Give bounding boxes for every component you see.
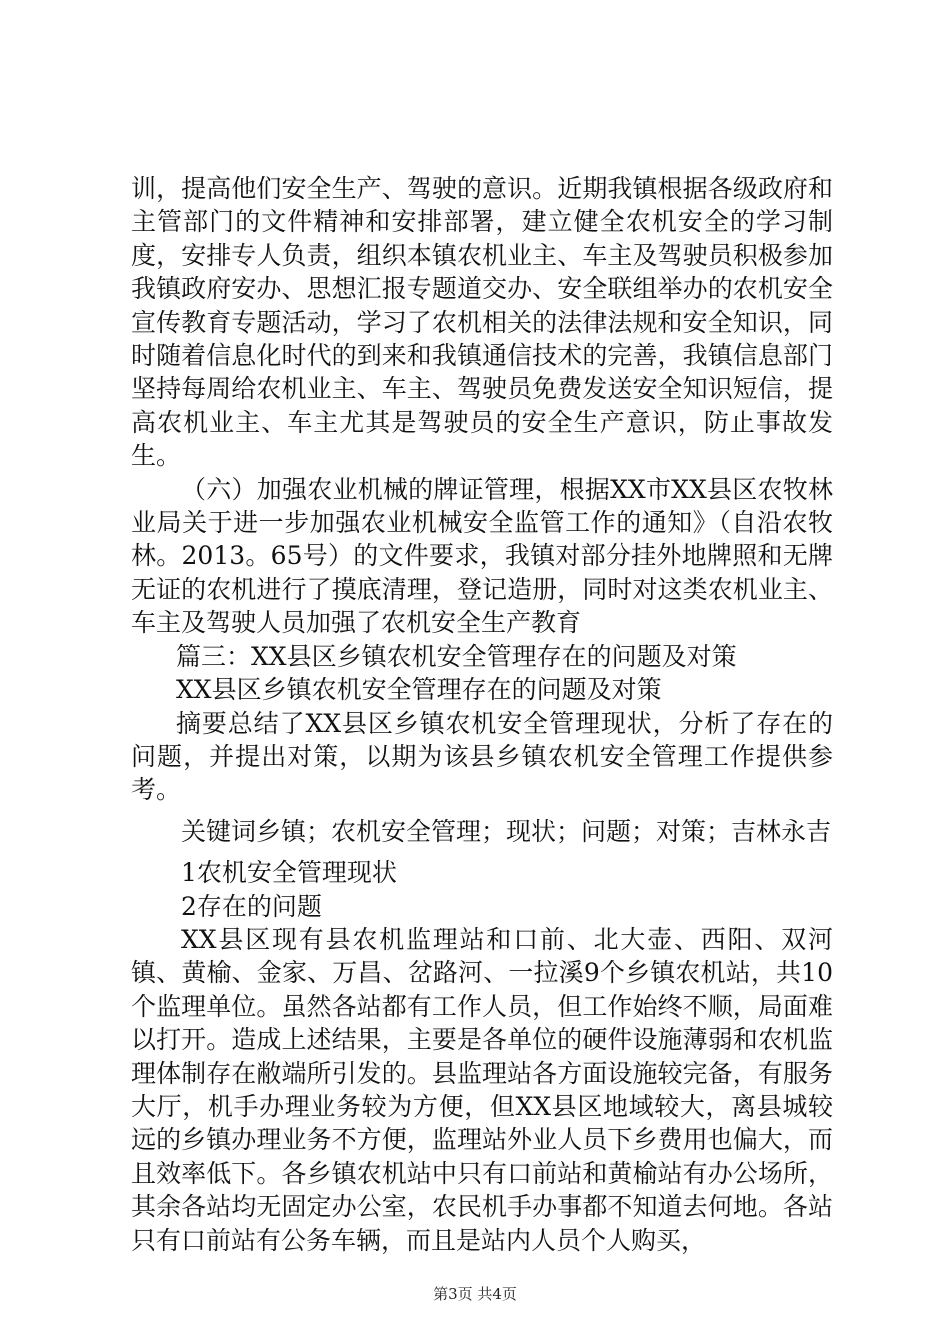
paragraph-problems-detail: XX县区现有县农机监理站和口前、北大壶、西阳、双河镇、黄榆、金家、万昌、岔路河、一拉溪9个乡镇农机站，共10个监理单位。虽然各站都有工作人员，但工作始终不顺，局面难以打开。造成上述结果，主要是各单位的硬件设施薄弱和农机监理体制存在敝端所引发的。县监理站各方面设施较完备，有服务大厅，机手办理业务较为方便，但XX县区地域较大，离县城较远的乡镇办理业务不方便，监理站外业人员下乡费用也偏大，而且效率低下。各乡镇农机站中只有口前站和黄榆站有办公场所，其余各站均无固定办公室，农民机手办事都不知道去何地。各站只有口前站有公务车辆，而且是站内人员个人购买， xyxy=(131,924,833,1255)
heading-existing-problems: 2存在的问题 xyxy=(181,891,322,921)
article-title: XX县区乡镇农机安全管理存在的问题及对策 xyxy=(176,675,662,705)
document-body xyxy=(131,172,833,1257)
paragraph-training-continued: 训，提高他们安全生产、驾驶的意识。近期我镇根据各级政府和主管部门的文件精神和安排部署，建立健全农机安全的学习制度，安排专人负责，组织本镇农机业主、车主及驾驶员积极参加我镇政府安办、思想汇报专题道交办、安全联组举办的农机安全宣传教育专题活动，学习了农机相关的法律法规和安全知识，同时随着信息化时代的到来和我镇通信技术的完善，我镇信息部门坚持每周给农机业主、车主、驾驶员免费发送安全知识短信，提高农机业主、车主尤其是驾驶员的安全生产意识，防止事故发生。 xyxy=(131,174,833,471)
paragraph-keywords: 关键词乡镇；农机安全管理；现状；问题；对策；吉林永吉 xyxy=(181,816,832,846)
section-heading-part-three: 篇三：XX县区乡镇农机安全管理存在的问题及对策 xyxy=(176,641,737,671)
page-footer: 第3页 共4页 xyxy=(433,1285,517,1303)
paragraph-abstract: 摘要总结了XX县区乡镇农机安全管理现状，分析了存在的问题，并提出对策，以期为该县乡镇农机安全管理工作提供参考。 xyxy=(131,708,833,805)
heading-current-status: 1农机安全管理现状 xyxy=(181,858,397,888)
paragraph-license-management: （六）加强农业机械的牌证管理，根据XX市XX县区农牧林业局关于进一步加强农业机械安全监管工作的通知》（自沿农牧林。2013。65号）的文件要求，我镇对部分挂外地牌照和无牌无证的农机进行了摸底清理，登记造册，同时对这类农机业主、车主及驾驶人员加强了农机安全生产教育 xyxy=(131,474,833,638)
